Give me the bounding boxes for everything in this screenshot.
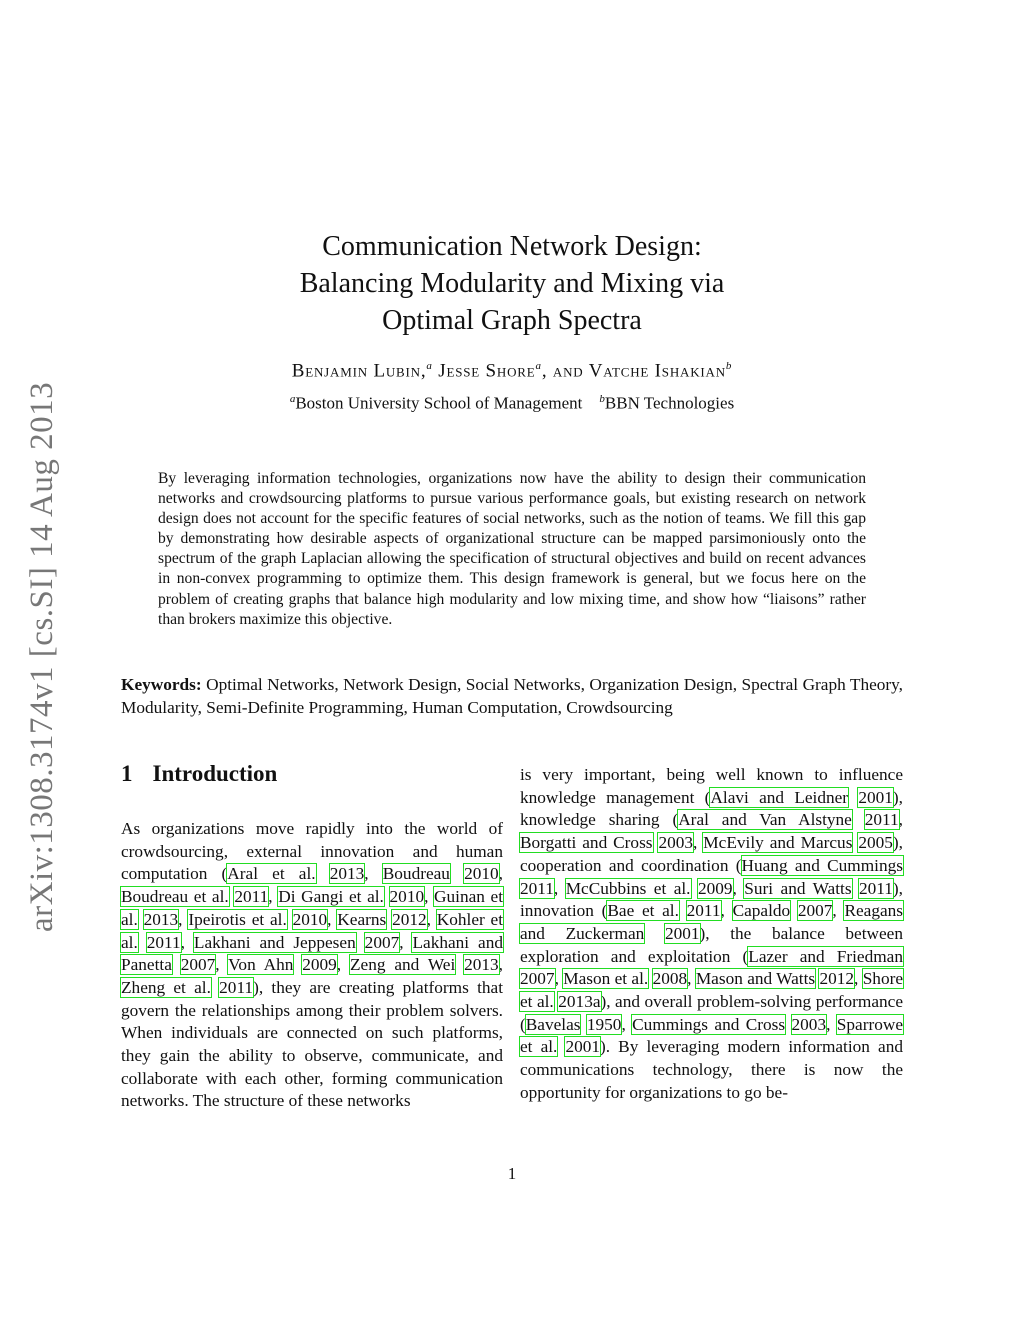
affiliations — [150, 393, 874, 414]
separator: , — [687, 969, 696, 989]
section-heading — [121, 761, 277, 787]
citation-link[interactable]: 1950 — [586, 1014, 622, 1034]
citation-link[interactable]: 2011 — [864, 810, 899, 830]
text-run: ), they are creating platforms that govern the relationships among their problem solvers. When individuals are connected on such platforms, they gain the ability to observe, communicate, and collaborate with each other, forming communication networks. The structure of these networks — [121, 977, 503, 1111]
citation-link[interactable]: Aral and Van Alstyne — [678, 810, 852, 830]
citation-link[interactable]: Zeng and Wei — [349, 955, 456, 975]
separator: , — [215, 955, 229, 975]
affil-bbn: BBN Technologies — [604, 393, 735, 413]
author-lubin: Benjamin Lubin, — [291, 360, 427, 382]
citation-link[interactable]: 2011 — [234, 887, 269, 907]
citation-link[interactable]: 2005 — [858, 833, 893, 853]
author-sup: b — [725, 360, 733, 372]
citation-link[interactable]: Bae et al. — [607, 901, 679, 921]
separator: , — [832, 901, 845, 921]
citation-link[interactable]: Lakhani and Panetta — [121, 932, 503, 975]
separator: , — [399, 932, 413, 952]
citation-link[interactable]: Suri and Watts — [744, 878, 852, 898]
keywords-label: Keywords: — [121, 675, 202, 694]
citation-link[interactable]: Kohler et al. — [121, 909, 504, 952]
citation-link[interactable]: Sparrowe et al. — [520, 1014, 904, 1057]
affil-sup: b — [599, 393, 605, 405]
citation-link[interactable]: Huang and Cummings — [741, 855, 903, 875]
author-and: , and — [541, 360, 584, 382]
citation-link[interactable]: Shore et al. — [520, 969, 904, 1012]
citation-link[interactable]: 2013a — [558, 992, 601, 1012]
separator: , — [268, 887, 279, 907]
separator: , — [327, 909, 338, 929]
separator: , — [426, 909, 437, 929]
title-line-1: Communication Network Design: — [322, 231, 702, 262]
citation-link[interactable]: McEvily and Marcus — [703, 833, 853, 853]
page-number: 1 — [507, 1164, 517, 1183]
text-run: As organizations move rapidly into the world of crowdsourcing, external innovation and human computation ( — [121, 819, 503, 884]
citation-link[interactable]: 2007 — [364, 932, 400, 952]
separator: , — [498, 955, 503, 975]
citation-link[interactable]: Ipeirotis et al. — [188, 909, 287, 929]
separator: , — [898, 810, 903, 830]
citation-link[interactable]: 2013 — [464, 955, 499, 975]
text-run: ), the balance between exploration and exploitation ( — [520, 923, 903, 966]
citation-link[interactable]: 2003 — [658, 833, 694, 853]
text-run: is very important, being well known to influence knowledge management ( — [520, 765, 903, 807]
separator: , — [178, 909, 189, 929]
citation-link[interactable]: 2010 — [389, 887, 425, 907]
citation-link[interactable]: Reagans and Zuckerman — [520, 901, 903, 943]
citation-link[interactable]: Boudreau et al. — [121, 887, 229, 907]
citation-link[interactable]: Boudreau — [382, 864, 450, 884]
citation-link[interactable]: 2011 — [686, 901, 721, 921]
separator: , — [553, 878, 566, 898]
text-run: ). By leveraging modern information and communications technology, there is now the opportunity for organizations to go be- — [520, 1037, 903, 1102]
author-list — [150, 360, 874, 382]
paper-title — [200, 228, 824, 339]
citation-link[interactable]: 2012 — [392, 909, 427, 929]
citation-link[interactable]: Mason et al. — [563, 969, 649, 989]
citation-link[interactable]: 2007 — [797, 901, 833, 921]
separator: , — [720, 901, 733, 921]
citation-link[interactable]: 2001 — [664, 923, 700, 943]
citation-link[interactable]: Alavi and Leidner — [710, 787, 849, 807]
citation-link[interactable]: Capaldo — [732, 901, 791, 921]
citation-link[interactable]: 2011 — [859, 878, 893, 898]
arxiv-stamp: arXiv:1308.3174v1 [cs.SI] 14 Aug 2013 — [24, 381, 60, 932]
citation-link[interactable]: 2007 — [180, 955, 216, 975]
citation-link[interactable]: 2009 — [697, 878, 733, 898]
citation-link[interactable]: 2013 — [329, 864, 365, 884]
citation-link[interactable]: McCubbins et al. — [565, 878, 691, 898]
separator: , — [336, 955, 350, 975]
text-run: ), knowledge sharing ( — [520, 787, 903, 830]
separator: , — [364, 864, 383, 884]
separator: , — [180, 932, 194, 952]
citation-link[interactable]: Kearns — [337, 909, 387, 929]
citation-link[interactable]: 2011 — [219, 977, 254, 997]
section-number: 1 — [121, 761, 133, 786]
citation-link[interactable]: Lazer and Friedman — [748, 946, 903, 966]
separator: , — [424, 887, 435, 907]
citation-link[interactable]: Mason and Watts — [695, 969, 816, 989]
citation-link[interactable]: 2010 — [464, 864, 499, 884]
separator: , — [826, 1014, 837, 1034]
intro-left-column — [121, 818, 503, 1113]
author-shore: Jesse Shore — [438, 360, 536, 382]
citation-link[interactable]: Cummings and Cross — [632, 1014, 786, 1034]
text-run: ), innovation ( — [520, 878, 903, 921]
citation-link[interactable]: 2013 — [143, 909, 179, 929]
intro-right-column — [520, 764, 903, 1105]
citation-link[interactable]: Zheng et al. — [121, 977, 211, 997]
keywords — [121, 673, 903, 719]
separator: , — [554, 969, 564, 989]
citation-link[interactable]: 2012 — [819, 969, 855, 989]
text-run: ), cooperation and coordination ( — [520, 833, 903, 875]
citation-link[interactable]: Bavelas — [525, 1014, 581, 1034]
citation-link[interactable]: Di Gangi et al. — [278, 887, 384, 907]
citation-link[interactable]: Lakhani and Jeppesen — [193, 932, 356, 952]
separator: , — [732, 878, 745, 898]
citation-link[interactable]: 2001 — [858, 787, 893, 807]
affil-boston: Boston University School of Management — [295, 393, 583, 413]
title-line-3: Optimal Graph Spectra — [382, 305, 642, 336]
separator: , — [854, 969, 863, 989]
separator: , — [498, 864, 503, 884]
citation-link[interactable]: 2001 — [565, 1037, 601, 1057]
citation-link[interactable]: Von Ahn — [228, 955, 294, 975]
citation-link[interactable]: Guinan et al. — [121, 887, 504, 929]
author-ishakian: Vatche Ishakian — [588, 360, 726, 382]
text-run: ), and overall problem-solving performance ( — [520, 992, 903, 1034]
citation-link[interactable]: 2011 — [146, 932, 181, 952]
abstract: By leveraging information technologies, organizations now have the ability to design their communication networks and crowdsourcing platforms to pursue various performance goals, but existing research on network design does not account for the specific features of social networks, such as the notion of teams. We fill this gap by demonstrating how desirable aspects of organizational structure can be mapped parsimoniously onto the spectrum of the graph Laplacian allowing the specification of structural objectives and build on recent advances in non-convex programming to optimize them. This design framework is general, but we focus here on the problem of creating graphs that balance high modularity and low mixing time, and show how “liaisons” rather than brokers maximize this objective. — [158, 470, 866, 628]
section-title: Introduction — [152, 761, 278, 786]
citation-link[interactable]: 2011 — [520, 878, 554, 898]
author-sup: a — [426, 360, 433, 372]
citation-link[interactable]: 2009 — [302, 955, 337, 975]
title-line-2: Balancing Modularity and Mixing via — [299, 268, 725, 299]
citation-link[interactable]: 2008 — [652, 969, 688, 989]
separator: , — [693, 833, 704, 853]
author-sup: a — [535, 360, 542, 372]
citation-link[interactable]: 2010 — [292, 909, 328, 929]
separator: , — [621, 1014, 633, 1034]
affil-sup: a — [289, 393, 296, 405]
citation-link[interactable]: 2007 — [520, 969, 555, 989]
citation-link[interactable]: Borgatti and Cross — [520, 833, 653, 853]
citation-link[interactable]: Aral et al. — [227, 864, 316, 884]
keywords-text: Optimal Networks, Network Design, Social Networks, Organization Design, Spectral Graph Theory, Modularity, Semi-Definite Programming, Human Computation, Crowdsourcing — [121, 675, 903, 717]
citation-link[interactable]: 2003 — [791, 1014, 827, 1034]
